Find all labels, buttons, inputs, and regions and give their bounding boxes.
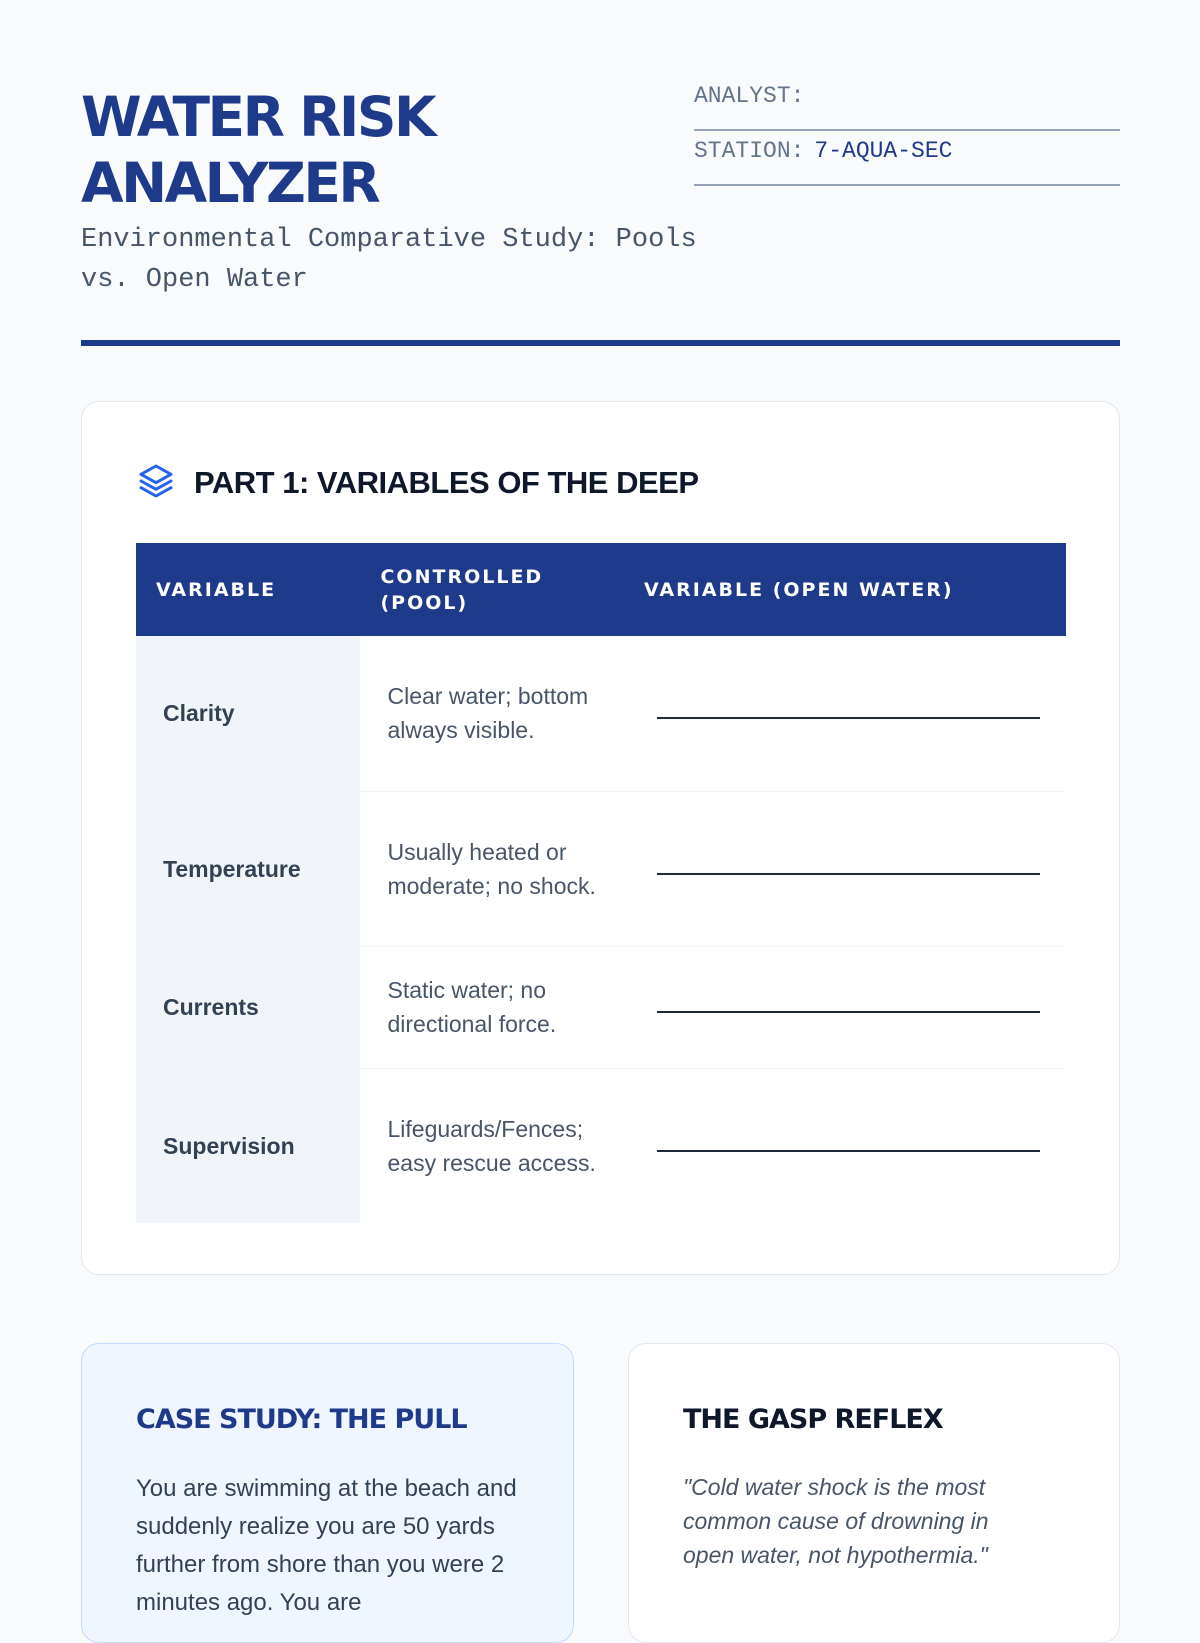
table-row (136, 946, 1066, 1068)
variable-name: Supervision (136, 1068, 360, 1223)
table-row (136, 791, 1066, 946)
analyst-label: ANALYST: (694, 83, 805, 109)
analyst-field[interactable] (694, 76, 1120, 131)
station-label: STATION: (694, 138, 805, 164)
variable-name: Temperature (136, 791, 360, 946)
case-study-body: You are swimming at the beach and suddenly realize you are 50 yards further from shore than you were 2 minutes ago. You are (136, 1475, 517, 1616)
worksheet-page (81, 0, 1120, 1616)
variables-table (136, 543, 1066, 1223)
page-subtitle: Environmental Comparative Study: Pools vs. Open Water (81, 225, 697, 295)
open-water-answer-field[interactable] (624, 791, 1066, 946)
pool-description: Clear water; bottom always visible. (360, 636, 624, 791)
gasp-reflex-quote: "Cold water shock is the most common cause of drowning in open water, not hypothermia." (683, 1474, 989, 1568)
part1-title: PART 1: VARIABLES OF THE DEEP (194, 465, 699, 500)
column-header-open-water: VARIABLE (OPEN WATER) (624, 543, 1066, 636)
answer-line (657, 1150, 1040, 1152)
table-row (136, 636, 1066, 791)
table-row (136, 1068, 1066, 1223)
answer-line (657, 873, 1040, 875)
part1-card (81, 401, 1120, 1275)
gasp-reflex-card (628, 1343, 1120, 1643)
answer-line (657, 1011, 1040, 1013)
variable-name: Currents (136, 946, 360, 1068)
station-field[interactable] (694, 131, 1120, 186)
page-header (81, 0, 1120, 348)
table-header-row (136, 543, 1066, 636)
column-header-variable: VARIABLE (136, 543, 360, 636)
case-study-card (81, 1343, 574, 1643)
pool-description: Usually heated or moderate; no shock. (360, 791, 624, 946)
header-divider (81, 340, 1120, 346)
open-water-answer-field[interactable] (624, 946, 1066, 1068)
pool-description: Static water; no directional force. (360, 946, 624, 1068)
station-value[interactable]: 7-AQUA-SEC (814, 138, 953, 164)
open-water-answer-field[interactable] (624, 636, 1066, 791)
column-header-pool (360, 543, 624, 636)
part1-heading (136, 460, 699, 506)
gasp-reflex-title: THE GASP REFLEX (683, 1404, 943, 1435)
layers-icon (136, 461, 176, 506)
page-title: WATER RISK ANALYZER (81, 85, 435, 215)
variable-name: Clarity (136, 636, 360, 791)
meta-fields (694, 76, 1120, 186)
case-study-title: CASE STUDY: THE PULL (136, 1404, 467, 1435)
answer-line (657, 717, 1040, 719)
open-water-answer-field[interactable] (624, 1068, 1066, 1223)
pool-description: Lifeguards/Fences; easy rescue access. (387, 1115, 596, 1176)
column-header-pool-label: CONTROLLED (POOL) (380, 565, 544, 614)
